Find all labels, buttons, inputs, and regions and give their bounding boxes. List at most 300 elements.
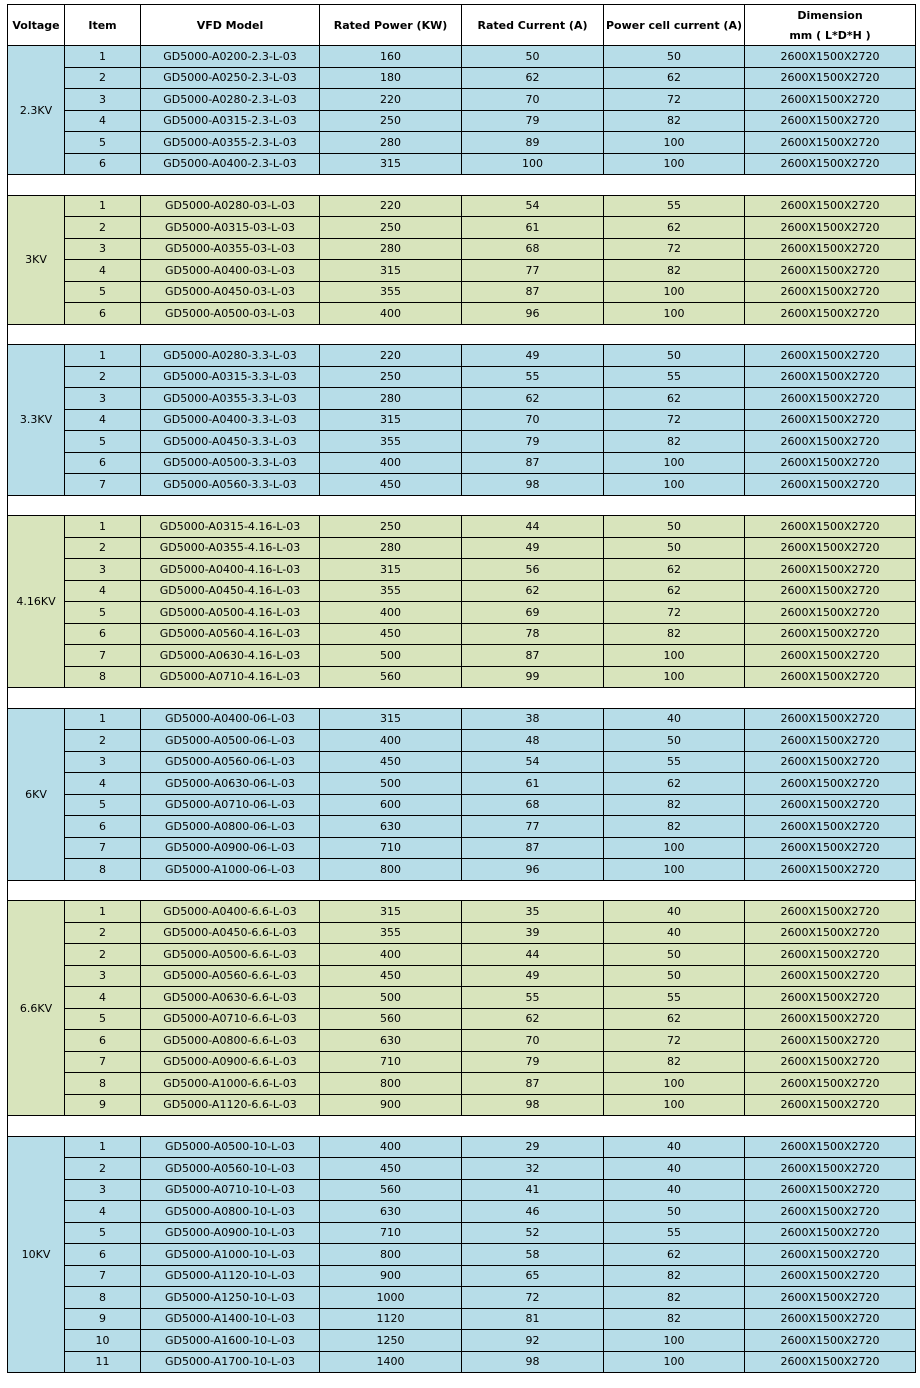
power-cell-current-cell: 50 xyxy=(604,537,745,559)
table-row xyxy=(8,645,916,667)
dimension-cell: 2600X1500X2720 xyxy=(745,132,916,154)
rated-power-cell: 220 xyxy=(320,345,462,367)
power-cell-current-cell: 72 xyxy=(604,1030,745,1052)
table-row xyxy=(8,1008,916,1030)
dimension-cell: 2600X1500X2720 xyxy=(745,944,916,966)
power-cell-current-cell: 82 xyxy=(604,1051,745,1073)
power-cell-current-cell: 82 xyxy=(604,1265,745,1287)
item-cell: 3 xyxy=(65,238,141,260)
dimension-cell: 2600X1500X2720 xyxy=(745,987,916,1009)
vfd-model-cell: GD5000-A0280-3.3-L-03 xyxy=(141,345,320,367)
rated-current-cell: 44 xyxy=(462,516,604,538)
dimension-cell: 2600X1500X2720 xyxy=(745,1073,916,1095)
table-row xyxy=(8,944,916,966)
rated-power-cell: 355 xyxy=(320,922,462,944)
rated-current-cell: 70 xyxy=(462,409,604,431)
item-cell: 5 xyxy=(65,281,141,303)
table-row xyxy=(8,409,916,431)
item-cell: 8 xyxy=(65,859,141,881)
dimension-cell: 2600X1500X2720 xyxy=(745,281,916,303)
rated-current-cell: 98 xyxy=(462,474,604,496)
rated-power-cell: 280 xyxy=(320,238,462,260)
power-cell-current-cell: 82 xyxy=(604,1308,745,1330)
spacer-cell xyxy=(8,495,916,516)
rated-current-cell: 87 xyxy=(462,281,604,303)
voltage-cell: 2.3KV xyxy=(8,46,65,175)
rated-current-cell: 70 xyxy=(462,89,604,111)
dimension-cell: 2600X1500X2720 xyxy=(745,89,916,111)
item-cell: 10 xyxy=(65,1330,141,1352)
table-row xyxy=(8,1136,916,1158)
vfd-model-cell: GD5000-A1120-6.6-L-03 xyxy=(141,1094,320,1116)
item-cell: 6 xyxy=(65,1030,141,1052)
item-cell: 5 xyxy=(65,1222,141,1244)
voltage-cell: 4.16KV xyxy=(8,516,65,688)
power-cell-current-cell: 50 xyxy=(604,1201,745,1223)
item-cell: 2 xyxy=(65,537,141,559)
rated-power-cell: 450 xyxy=(320,751,462,773)
dimension-cell: 2600X1500X2720 xyxy=(745,794,916,816)
rated-current-cell: 62 xyxy=(462,580,604,602)
vfd-model-cell: GD5000-A0560-4.16-L-03 xyxy=(141,623,320,645)
voltage-cell: 6.6KV xyxy=(8,901,65,1116)
table-row xyxy=(8,281,916,303)
vfd-model-cell: GD5000-A0800-06-L-03 xyxy=(141,816,320,838)
item-cell: 1 xyxy=(65,516,141,538)
table-row xyxy=(8,965,916,987)
power-cell-current-cell: 50 xyxy=(604,345,745,367)
rated-power-cell: 315 xyxy=(320,409,462,431)
power-cell-current-cell: 40 xyxy=(604,708,745,730)
power-cell-current-cell: 82 xyxy=(604,260,745,282)
dimension-cell: 2600X1500X2720 xyxy=(745,559,916,581)
rated-current-cell: 96 xyxy=(462,303,604,325)
power-cell-current-cell: 40 xyxy=(604,1136,745,1158)
table-row xyxy=(8,922,916,944)
rated-power-cell: 355 xyxy=(320,580,462,602)
power-cell-current-cell: 62 xyxy=(604,773,745,795)
rated-power-cell: 250 xyxy=(320,217,462,239)
item-cell: 5 xyxy=(65,1008,141,1030)
item-cell: 3 xyxy=(65,388,141,410)
table-row xyxy=(8,816,916,838)
rated-current-cell: 29 xyxy=(462,1136,604,1158)
power-cell-current-cell: 82 xyxy=(604,110,745,132)
table-row xyxy=(8,238,916,260)
item-cell: 1 xyxy=(65,46,141,68)
dimension-cell: 2600X1500X2720 xyxy=(745,1244,916,1266)
header-dimension-title: Dimension xyxy=(797,8,863,22)
dimension-cell: 2600X1500X2720 xyxy=(745,816,916,838)
rated-current-cell: 87 xyxy=(462,837,604,859)
item-cell: 8 xyxy=(65,666,141,688)
table-row xyxy=(8,89,916,111)
dimension-cell: 2600X1500X2720 xyxy=(745,1030,916,1052)
rated-power-cell: 800 xyxy=(320,859,462,881)
vfd-model-cell: GD5000-A0900-06-L-03 xyxy=(141,837,320,859)
item-cell: 7 xyxy=(65,645,141,667)
vfd-model-cell: GD5000-A1700-10-L-03 xyxy=(141,1351,320,1373)
item-cell: 6 xyxy=(65,303,141,325)
item-cell: 9 xyxy=(65,1308,141,1330)
rated-current-cell: 79 xyxy=(462,1051,604,1073)
header-rated-power: Rated Power (KW) xyxy=(320,5,462,46)
rated-power-cell: 800 xyxy=(320,1073,462,1095)
rated-current-cell: 62 xyxy=(462,67,604,89)
rated-current-cell: 98 xyxy=(462,1094,604,1116)
dimension-cell: 2600X1500X2720 xyxy=(745,238,916,260)
rated-current-cell: 35 xyxy=(462,901,604,923)
rated-current-cell: 32 xyxy=(462,1158,604,1180)
table-row xyxy=(8,388,916,410)
power-cell-current-cell: 40 xyxy=(604,1179,745,1201)
power-cell-current-cell: 62 xyxy=(604,388,745,410)
item-cell: 1 xyxy=(65,1136,141,1158)
power-cell-current-cell: 100 xyxy=(604,1330,745,1352)
header-rated-current: Rated Current (A) xyxy=(462,5,604,46)
vfd-model-cell: GD5000-A1250-10-L-03 xyxy=(141,1287,320,1309)
rated-current-cell: 44 xyxy=(462,944,604,966)
dimension-cell: 2600X1500X2720 xyxy=(745,730,916,752)
rated-power-cell: 450 xyxy=(320,965,462,987)
rated-current-cell: 68 xyxy=(462,794,604,816)
item-cell: 2 xyxy=(65,217,141,239)
power-cell-current-cell: 100 xyxy=(604,859,745,881)
vfd-model-cell: GD5000-A0400-3.3-L-03 xyxy=(141,409,320,431)
power-cell-current-cell: 40 xyxy=(604,901,745,923)
item-cell: 4 xyxy=(65,773,141,795)
rated-power-cell: 1120 xyxy=(320,1308,462,1330)
table-row xyxy=(8,516,916,538)
vfd-model-cell: GD5000-A0315-2.3-L-03 xyxy=(141,110,320,132)
power-cell-current-cell: 62 xyxy=(604,217,745,239)
table-row xyxy=(8,132,916,154)
table-row xyxy=(8,474,916,496)
rated-power-cell: 280 xyxy=(320,132,462,154)
item-cell: 4 xyxy=(65,260,141,282)
vfd-model-cell: GD5000-A0710-6.6-L-03 xyxy=(141,1008,320,1030)
item-cell: 6 xyxy=(65,623,141,645)
rated-current-cell: 68 xyxy=(462,238,604,260)
table-row xyxy=(8,794,916,816)
rated-power-cell: 250 xyxy=(320,110,462,132)
item-cell: 5 xyxy=(65,602,141,624)
vfd-model-cell: GD5000-A0630-06-L-03 xyxy=(141,773,320,795)
rated-current-cell: 46 xyxy=(462,1201,604,1223)
rated-current-cell: 72 xyxy=(462,1287,604,1309)
rated-power-cell: 220 xyxy=(320,89,462,111)
vfd-model-cell: GD5000-A0200-2.3-L-03 xyxy=(141,46,320,68)
rated-current-cell: 70 xyxy=(462,1030,604,1052)
rated-power-cell: 630 xyxy=(320,1030,462,1052)
vfd-model-cell: GD5000-A0630-6.6-L-03 xyxy=(141,987,320,1009)
vfd-model-cell: GD5000-A1000-06-L-03 xyxy=(141,859,320,881)
rated-current-cell: 65 xyxy=(462,1265,604,1287)
item-cell: 6 xyxy=(65,452,141,474)
dimension-cell: 2600X1500X2720 xyxy=(745,409,916,431)
dimension-cell: 2600X1500X2720 xyxy=(745,1201,916,1223)
item-cell: 7 xyxy=(65,474,141,496)
rated-current-cell: 55 xyxy=(462,987,604,1009)
vfd-model-cell: GD5000-A0500-4.16-L-03 xyxy=(141,602,320,624)
header-item: Item xyxy=(65,5,141,46)
power-cell-current-cell: 100 xyxy=(604,1073,745,1095)
dimension-cell: 2600X1500X2720 xyxy=(745,345,916,367)
vfd-model-cell: GD5000-A0250-2.3-L-03 xyxy=(141,67,320,89)
table-row xyxy=(8,708,916,730)
vfd-model-cell: GD5000-A0900-10-L-03 xyxy=(141,1222,320,1244)
power-cell-current-cell: 40 xyxy=(604,1158,745,1180)
table-row xyxy=(8,773,916,795)
item-cell: 8 xyxy=(65,1287,141,1309)
dimension-cell: 2600X1500X2720 xyxy=(745,645,916,667)
table-row xyxy=(8,46,916,68)
table-row xyxy=(8,1073,916,1095)
dimension-cell: 2600X1500X2720 xyxy=(745,195,916,217)
voltage-cell: 3KV xyxy=(8,195,65,324)
dimension-cell: 2600X1500X2720 xyxy=(745,1351,916,1373)
rated-power-cell: 1250 xyxy=(320,1330,462,1352)
rated-power-cell: 710 xyxy=(320,1222,462,1244)
item-cell: 7 xyxy=(65,1265,141,1287)
dimension-cell: 2600X1500X2720 xyxy=(745,623,916,645)
vfd-model-cell: GD5000-A0400-6.6-L-03 xyxy=(141,901,320,923)
dimension-cell: 2600X1500X2720 xyxy=(745,602,916,624)
header-voltage: Voltage xyxy=(8,5,65,46)
rated-power-cell: 315 xyxy=(320,260,462,282)
rated-power-cell: 315 xyxy=(320,708,462,730)
table-row xyxy=(8,751,916,773)
header-dimension xyxy=(745,5,916,46)
rated-current-cell: 61 xyxy=(462,217,604,239)
group-spacer-row xyxy=(8,1116,916,1137)
item-cell: 4 xyxy=(65,409,141,431)
rated-power-cell: 560 xyxy=(320,666,462,688)
dimension-cell: 2600X1500X2720 xyxy=(745,1308,916,1330)
vfd-model-cell: GD5000-A0280-03-L-03 xyxy=(141,195,320,217)
rated-power-cell: 560 xyxy=(320,1008,462,1030)
table-row xyxy=(8,366,916,388)
dimension-cell: 2600X1500X2720 xyxy=(745,260,916,282)
table-row xyxy=(8,1030,916,1052)
rated-power-cell: 250 xyxy=(320,366,462,388)
rated-current-cell: 41 xyxy=(462,1179,604,1201)
vfd-model-cell: GD5000-A0560-3.3-L-03 xyxy=(141,474,320,496)
rated-current-cell: 87 xyxy=(462,452,604,474)
vfd-model-cell: GD5000-A0315-4.16-L-03 xyxy=(141,516,320,538)
dimension-cell: 2600X1500X2720 xyxy=(745,1330,916,1352)
rated-current-cell: 49 xyxy=(462,345,604,367)
item-cell: 3 xyxy=(65,559,141,581)
rated-power-cell: 900 xyxy=(320,1094,462,1116)
power-cell-current-cell: 55 xyxy=(604,366,745,388)
rated-current-cell: 48 xyxy=(462,730,604,752)
rated-power-cell: 400 xyxy=(320,452,462,474)
dimension-cell: 2600X1500X2720 xyxy=(745,708,916,730)
dimension-cell: 2600X1500X2720 xyxy=(745,1158,916,1180)
rated-power-cell: 315 xyxy=(320,153,462,175)
dimension-cell: 2600X1500X2720 xyxy=(745,1222,916,1244)
item-cell: 4 xyxy=(65,1201,141,1223)
item-cell: 6 xyxy=(65,816,141,838)
table-body xyxy=(8,46,916,1373)
power-cell-current-cell: 55 xyxy=(604,751,745,773)
power-cell-current-cell: 55 xyxy=(604,195,745,217)
table-row xyxy=(8,1201,916,1223)
rated-power-cell: 180 xyxy=(320,67,462,89)
power-cell-current-cell: 62 xyxy=(604,67,745,89)
dimension-cell: 2600X1500X2720 xyxy=(745,1287,916,1309)
rated-current-cell: 79 xyxy=(462,431,604,453)
dimension-cell: 2600X1500X2720 xyxy=(745,366,916,388)
rated-current-cell: 54 xyxy=(462,195,604,217)
dimension-cell: 2600X1500X2720 xyxy=(745,901,916,923)
dimension-cell: 2600X1500X2720 xyxy=(745,922,916,944)
rated-power-cell: 710 xyxy=(320,837,462,859)
rated-current-cell: 69 xyxy=(462,602,604,624)
rated-current-cell: 54 xyxy=(462,751,604,773)
rated-power-cell: 600 xyxy=(320,794,462,816)
rated-current-cell: 55 xyxy=(462,366,604,388)
vfd-model-cell: GD5000-A0800-10-L-03 xyxy=(141,1201,320,1223)
item-cell: 9 xyxy=(65,1094,141,1116)
rated-power-cell: 450 xyxy=(320,474,462,496)
rated-power-cell: 160 xyxy=(320,46,462,68)
dimension-cell: 2600X1500X2720 xyxy=(745,1008,916,1030)
table-row xyxy=(8,1265,916,1287)
rated-current-cell: 77 xyxy=(462,260,604,282)
power-cell-current-cell: 55 xyxy=(604,987,745,1009)
rated-power-cell: 630 xyxy=(320,816,462,838)
vfd-model-cell: GD5000-A1120-10-L-03 xyxy=(141,1265,320,1287)
power-cell-current-cell: 50 xyxy=(604,944,745,966)
item-cell: 3 xyxy=(65,751,141,773)
rated-power-cell: 630 xyxy=(320,1201,462,1223)
table-row xyxy=(8,1308,916,1330)
vfd-model-cell: GD5000-A0560-6.6-L-03 xyxy=(141,965,320,987)
dimension-cell: 2600X1500X2720 xyxy=(745,474,916,496)
rated-power-cell: 400 xyxy=(320,602,462,624)
table-row xyxy=(8,1051,916,1073)
rated-current-cell: 62 xyxy=(462,1008,604,1030)
dimension-cell: 2600X1500X2720 xyxy=(745,516,916,538)
rated-power-cell: 250 xyxy=(320,516,462,538)
rated-current-cell: 58 xyxy=(462,1244,604,1266)
header-dimension-unit: mm ( L*D*H ) xyxy=(789,28,871,42)
table-row xyxy=(8,110,916,132)
power-cell-current-cell: 62 xyxy=(604,559,745,581)
vfd-model-cell: GD5000-A0710-06-L-03 xyxy=(141,794,320,816)
table-row xyxy=(8,195,916,217)
rated-power-cell: 280 xyxy=(320,388,462,410)
table-row xyxy=(8,1351,916,1373)
power-cell-current-cell: 72 xyxy=(604,89,745,111)
rated-power-cell: 280 xyxy=(320,537,462,559)
vfd-model-cell: GD5000-A1600-10-L-03 xyxy=(141,1330,320,1352)
rated-power-cell: 355 xyxy=(320,431,462,453)
power-cell-current-cell: 72 xyxy=(604,409,745,431)
power-cell-current-cell: 100 xyxy=(604,645,745,667)
vfd-model-cell: GD5000-A1400-10-L-03 xyxy=(141,1308,320,1330)
group-spacer-row xyxy=(8,880,916,901)
rated-current-cell: 81 xyxy=(462,1308,604,1330)
dimension-cell: 2600X1500X2720 xyxy=(745,452,916,474)
rated-power-cell: 1400 xyxy=(320,1351,462,1373)
rated-current-cell: 52 xyxy=(462,1222,604,1244)
table-row xyxy=(8,1287,916,1309)
vfd-model-cell: GD5000-A0355-4.16-L-03 xyxy=(141,537,320,559)
rated-current-cell: 78 xyxy=(462,623,604,645)
dimension-cell: 2600X1500X2720 xyxy=(745,751,916,773)
item-cell: 5 xyxy=(65,794,141,816)
dimension-cell: 2600X1500X2720 xyxy=(745,1094,916,1116)
item-cell: 5 xyxy=(65,132,141,154)
dimension-cell: 2600X1500X2720 xyxy=(745,580,916,602)
power-cell-current-cell: 72 xyxy=(604,602,745,624)
group-spacer-row xyxy=(8,324,916,345)
table-row xyxy=(8,431,916,453)
vfd-spec-table xyxy=(7,4,916,1373)
table-row xyxy=(8,260,916,282)
item-cell: 4 xyxy=(65,987,141,1009)
rated-current-cell: 56 xyxy=(462,559,604,581)
power-cell-current-cell: 55 xyxy=(604,1222,745,1244)
item-cell: 2 xyxy=(65,944,141,966)
rated-current-cell: 77 xyxy=(462,816,604,838)
table-row xyxy=(8,537,916,559)
item-cell: 4 xyxy=(65,580,141,602)
vfd-model-cell: GD5000-A0450-03-L-03 xyxy=(141,281,320,303)
dimension-cell: 2600X1500X2720 xyxy=(745,859,916,881)
dimension-cell: 2600X1500X2720 xyxy=(745,217,916,239)
power-cell-current-cell: 100 xyxy=(604,837,745,859)
table-row xyxy=(8,1179,916,1201)
power-cell-current-cell: 100 xyxy=(604,1351,745,1373)
rated-power-cell: 450 xyxy=(320,1158,462,1180)
rated-power-cell: 800 xyxy=(320,1244,462,1266)
rated-power-cell: 400 xyxy=(320,1136,462,1158)
power-cell-current-cell: 100 xyxy=(604,452,745,474)
power-cell-current-cell: 100 xyxy=(604,153,745,175)
dimension-cell: 2600X1500X2720 xyxy=(745,431,916,453)
vfd-model-cell: GD5000-A0560-06-L-03 xyxy=(141,751,320,773)
rated-current-cell: 96 xyxy=(462,859,604,881)
group-spacer-row xyxy=(8,175,916,196)
item-cell: 3 xyxy=(65,965,141,987)
item-cell: 2 xyxy=(65,922,141,944)
dimension-cell: 2600X1500X2720 xyxy=(745,303,916,325)
vfd-model-cell: GD5000-A0400-06-L-03 xyxy=(141,708,320,730)
voltage-cell: 10KV xyxy=(8,1136,65,1373)
header-row xyxy=(8,5,916,46)
power-cell-current-cell: 100 xyxy=(604,1094,745,1116)
vfd-model-cell: GD5000-A1000-10-L-03 xyxy=(141,1244,320,1266)
rated-power-cell: 500 xyxy=(320,987,462,1009)
item-cell: 3 xyxy=(65,1179,141,1201)
vfd-model-cell: GD5000-A0500-03-L-03 xyxy=(141,303,320,325)
rated-current-cell: 49 xyxy=(462,965,604,987)
rated-power-cell: 450 xyxy=(320,623,462,645)
dimension-cell: 2600X1500X2720 xyxy=(745,537,916,559)
item-cell: 2 xyxy=(65,1158,141,1180)
rated-power-cell: 400 xyxy=(320,944,462,966)
power-cell-current-cell: 40 xyxy=(604,922,745,944)
vfd-model-cell: GD5000-A0560-10-L-03 xyxy=(141,1158,320,1180)
vfd-model-cell: GD5000-A0400-03-L-03 xyxy=(141,260,320,282)
rated-current-cell: 61 xyxy=(462,773,604,795)
item-cell: 8 xyxy=(65,1073,141,1095)
dimension-cell: 2600X1500X2720 xyxy=(745,1179,916,1201)
